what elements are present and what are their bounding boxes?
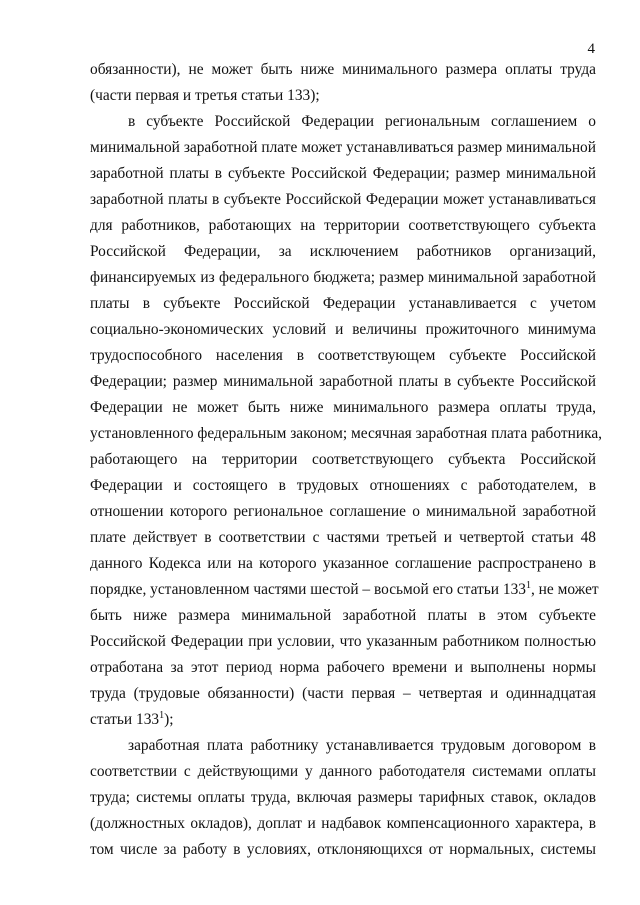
text-line: заработная плата работнику устанавливается трудовым договором в (128, 737, 596, 754)
text-line: работающего на территории соответствующего субъекта Российской (90, 451, 596, 468)
paragraph-3 (90, 733, 596, 863)
text-line: труда (трудовые обязанности) (части первая – четвертая и одиннадцатая (90, 685, 596, 702)
text-line: для работников, работающих на территории соответствующего субъекта (90, 217, 596, 234)
text-line: (части первая и третья статьи 133); (90, 87, 320, 104)
text-line: Федерации; размер минимальной заработной платы в субъекте Российской (90, 373, 596, 390)
text-line: Федерации и состоящего в трудовых отношениях с работодателем, в (90, 477, 596, 494)
text-line-with-superscript (90, 577, 599, 603)
text-line: Российской Федерации при условии, что указанным работником полностью (90, 633, 596, 650)
text-line: социально-экономических условий и величины прожиточного минимума (90, 321, 596, 338)
text-line: труда; системы оплаты труда, включая размеры тарифных ставок, окладов (90, 789, 596, 806)
text-line: быть ниже размера минимальной заработной платы в этом субъекте (90, 607, 596, 624)
text-line: отношении которого региональное соглашение о минимальной заработной (90, 503, 596, 520)
text-line: отработана за этот период норма рабочего времени и выполнены нормы (90, 659, 596, 676)
text-line: трудоспособного населения в соответствующем субъекте Российской (90, 347, 596, 364)
text-line: заработной платы в субъекте Российской Федерации; размер минимальной (90, 165, 596, 182)
text-fragment: статьи 133 (90, 711, 160, 728)
text-fragment: , не может (530, 581, 599, 598)
superscript: 1 (159, 709, 165, 721)
page-number: 4 (587, 41, 595, 57)
text-line: платы в субъекте Российской Федерации устанавливается с учетом (90, 295, 596, 312)
text-fragment: ); (164, 711, 174, 728)
superscript: 1 (525, 579, 531, 591)
text-line: в субъекте Российской Федерации региональным соглашением о (128, 113, 596, 130)
text-line: Российской Федерации, за исключением работников организаций, (90, 243, 596, 260)
text-line-with-superscript (90, 707, 596, 733)
text-line: плате действует в соответствии с частями третьей и четвертой статьи 48 (90, 529, 596, 546)
text-line: (должностных окладов), доплат и надбавок компенсационного характера, в (90, 815, 596, 832)
paragraph-2 (90, 109, 603, 733)
text-line: минимальной заработной плате может устанавливаться размер минимальной (90, 139, 596, 156)
text-line: финансируемых из федерального бюджета; размер минимальной заработной (90, 269, 596, 286)
text-line: Федерации не может быть ниже минимального размера оплаты труда, (90, 399, 596, 416)
text-line: обязанности), не может быть ниже минимального размера оплаты труда (90, 61, 596, 78)
text-line: соответствии с действующими у данного работодателя системами оплаты (90, 763, 596, 780)
text-line: том числе за работу в условиях, отклоняющихся от нормальных, системы (90, 841, 596, 858)
paragraph-1 (90, 57, 596, 109)
text-fragment: порядке, установленном частями шестой – восьмой его статьи 133 (90, 581, 526, 598)
text-line: данного Кодекса или на которого указанное соглашение распространено в (90, 555, 596, 572)
text-line: заработной платы в субъекте Российской Федерации может устанавливаться (90, 191, 596, 208)
text-line: установленного федеральным законом; месячная заработная плата работника, (90, 425, 603, 442)
